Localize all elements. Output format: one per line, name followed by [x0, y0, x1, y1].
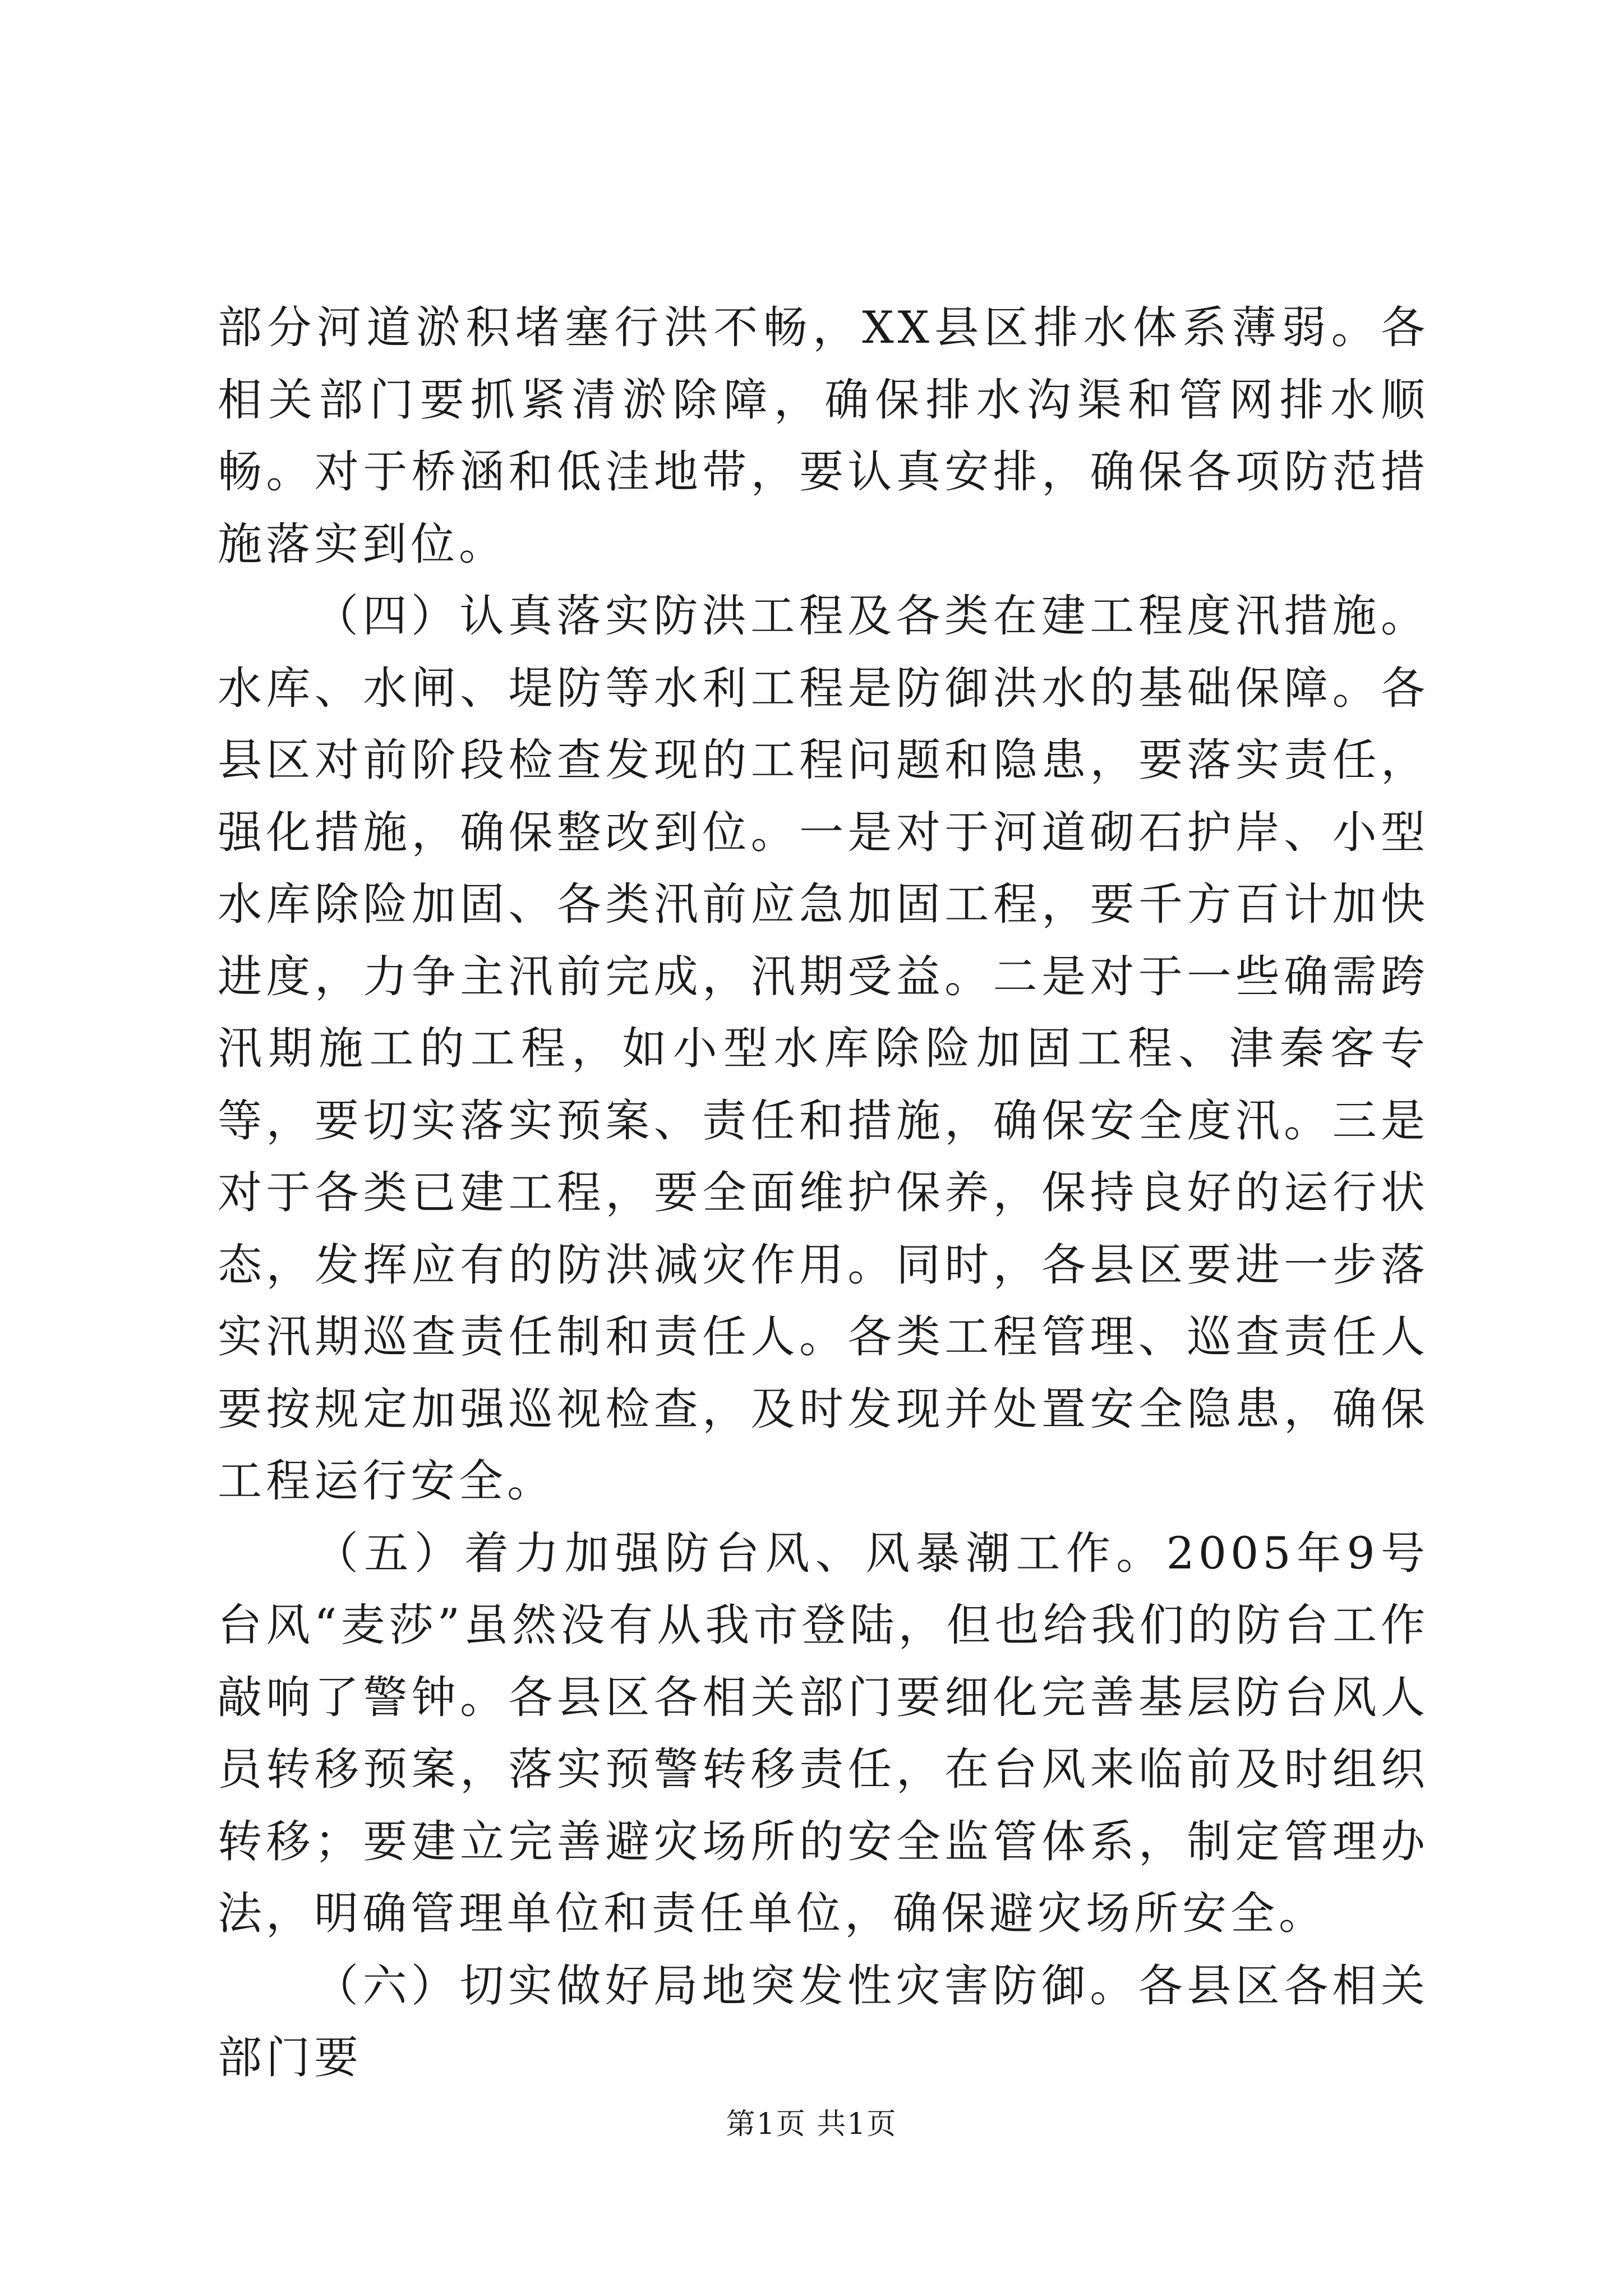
paragraph-drainage: 部分河道淤积堵塞行洪不畅，XX县区排水体系薄弱。各相关部门要抓紧清淤除障，确保排水沟渠和管网排水顺畅。对于桥涵和低洼地带，要认真安排，确保各项防范措施落实到位。	[218, 302, 1429, 570]
paragraph-section-5: （五）着力加强防台风、风暴潮工作。2005年9号台风“麦莎”虽然没有从我市登陆，但也给我们的防台工作敲响了警钟。各县区各相关部门要细化完善基层防台风人员转移预案，落实预警转移责任，在台风来临前及时组织转移；要建立完善避灾场所的安全监管体系，制定管理办法，明确管理单位和责任单位，确保避灾场所安全。	[218, 1527, 1429, 1939]
paragraph-section-6: （六）切实做好局地突发性灾害防御。各县区各相关部门要	[218, 1959, 1429, 2083]
paragraph-section-4: （四）认真落实防洪工程及各类在建工程度汛措施。水库、水闸、堤防等水利工程是防御洪水的基础保障。各县区对前阶段检查发现的工程问题和隐患，要落实责任，强化措施，确保整改到位。一是对于河道砌石护岸、小型水库除险加固、各类汛前应急加固工程，要千方百计加快进度，力争主汛前完成，汛期受益。二是对于一些确需跨汛期施工的工程，如小型水库除险加固工程、津秦客专等，要切实落实预案、责任和措施，确保安全度汛。三是对于各类已建工程，要全面维护保养，保持良好的运行状态，发挥应有的防洪减灾作用。同时，各县区要进一步落实汛期巡查责任制和责任人。各类工程管理、巡查责任人要按规定加强巡视检查，及时发现并处置安全隐患，确保工程运行安全。	[218, 590, 1429, 1507]
page-footer: 第1页 共1页	[726, 2108, 897, 2141]
document-body	[218, 292, 1429, 2094]
